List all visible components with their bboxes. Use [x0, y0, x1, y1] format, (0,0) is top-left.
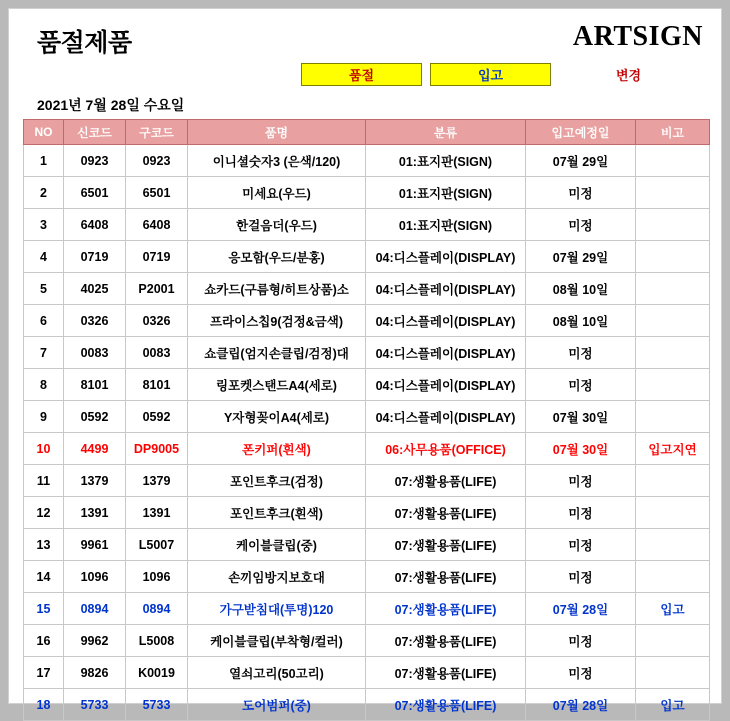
row-old-code: 6501 — [126, 177, 188, 209]
row-eta: 07월 28일 — [526, 689, 636, 721]
row-old-code: 0326 — [126, 305, 188, 337]
row-no: 18 — [24, 689, 64, 721]
row-new-code: 0719 — [64, 241, 126, 273]
row-product-name: 폰키퍼(흰색) — [188, 433, 366, 465]
row-new-code: 1096 — [64, 561, 126, 593]
row-note — [636, 305, 710, 337]
page-title: 품절제품 — [37, 29, 132, 57]
row-product-name: 케이블클립(중) — [188, 529, 366, 561]
row-product-name: 손끼임방지보호대 — [188, 561, 366, 593]
row-product-name: 응모함(우드/분홍) — [188, 241, 366, 273]
row-old-code: 6408 — [126, 209, 188, 241]
row-eta: 07월 29일 — [526, 145, 636, 177]
row-old-code: L5008 — [126, 625, 188, 657]
row-category: 01:표지판(SIGN) — [366, 145, 526, 177]
row-product-name: 이니셜숫자3 (은색/120) — [188, 145, 366, 177]
row-new-code: 0894 — [64, 593, 126, 625]
row-no: 12 — [24, 497, 64, 529]
row-category: 07:생활용품(LIFE) — [366, 625, 526, 657]
legend-out-of-stock: 품절 — [301, 63, 422, 86]
row-old-code: P2001 — [126, 273, 188, 305]
row-category: 04:디스플레이(DISPLAY) — [366, 369, 526, 401]
row-old-code: 1391 — [126, 497, 188, 529]
row-no: 5 — [24, 273, 64, 305]
row-new-code: 0923 — [64, 145, 126, 177]
row-product-name: 도어범퍼(중) — [188, 689, 366, 721]
row-note — [636, 625, 710, 657]
row-eta: 미정 — [526, 177, 636, 209]
row-eta: 08월 10일 — [526, 305, 636, 337]
document-header — [9, 9, 721, 83]
row-product-name: 포인트후크(검정) — [188, 465, 366, 497]
table-row — [24, 689, 710, 721]
legend-changed: 변경 — [616, 68, 642, 83]
row-old-code: 0719 — [126, 241, 188, 273]
row-note: 입고지연 — [636, 433, 710, 465]
row-product-name: 케이블클립(부착형/컬러) — [188, 625, 366, 657]
row-note — [636, 465, 710, 497]
row-product-name: 열쇠고리(50고리) — [188, 657, 366, 689]
row-product-name: 한걸음더(우드) — [188, 209, 366, 241]
row-category: 04:디스플레이(DISPLAY) — [366, 401, 526, 433]
row-no: 2 — [24, 177, 64, 209]
row-note — [636, 145, 710, 177]
document-sheet — [8, 8, 722, 713]
table-row — [24, 593, 710, 625]
row-no: 8 — [24, 369, 64, 401]
row-product-name: Y자형꽂이A4(세로) — [188, 401, 366, 433]
row-eta: 07월 28일 — [526, 593, 636, 625]
table-row — [24, 369, 710, 401]
row-old-code: 5733 — [126, 689, 188, 721]
row-category: 04:디스플레이(DISPLAY) — [366, 305, 526, 337]
product-table — [23, 119, 710, 721]
row-eta: 미정 — [526, 625, 636, 657]
report-date: 2021년 7월 28일 수요일 — [37, 97, 185, 113]
row-eta: 미정 — [526, 657, 636, 689]
row-eta: 미정 — [526, 209, 636, 241]
col-note: 비고 — [636, 120, 710, 145]
row-eta: 미정 — [526, 369, 636, 401]
col-eta: 입고예정일 — [526, 120, 636, 145]
table-row — [24, 273, 710, 305]
row-eta: 미정 — [526, 561, 636, 593]
row-category: 07:생활용품(LIFE) — [366, 529, 526, 561]
col-new-code: 신코드 — [64, 120, 126, 145]
row-note — [636, 241, 710, 273]
row-category: 07:생활용품(LIFE) — [366, 497, 526, 529]
row-eta: 미정 — [526, 337, 636, 369]
row-old-code: 0592 — [126, 401, 188, 433]
row-new-code: 0592 — [64, 401, 126, 433]
table-row — [24, 145, 710, 177]
row-no: 14 — [24, 561, 64, 593]
row-new-code: 4499 — [64, 433, 126, 465]
row-eta: 07월 30일 — [526, 401, 636, 433]
table-row — [24, 401, 710, 433]
row-category: 07:생활용품(LIFE) — [366, 657, 526, 689]
legend — [301, 63, 551, 86]
legend-incoming: 입고 — [430, 63, 551, 86]
row-category: 01:표지판(SIGN) — [366, 177, 526, 209]
row-note — [636, 369, 710, 401]
row-no: 11 — [24, 465, 64, 497]
row-no: 3 — [24, 209, 64, 241]
row-old-code: 1096 — [126, 561, 188, 593]
row-product-name: 미세요(우드) — [188, 177, 366, 209]
row-product-name: 쇼클립(엄지손클립/검정)대 — [188, 337, 366, 369]
col-product-name: 품명 — [188, 120, 366, 145]
row-no: 1 — [24, 145, 64, 177]
table-row — [24, 177, 710, 209]
row-no: 4 — [24, 241, 64, 273]
row-eta: 미정 — [526, 497, 636, 529]
row-new-code: 9961 — [64, 529, 126, 561]
table-row — [24, 465, 710, 497]
row-new-code: 8101 — [64, 369, 126, 401]
table-row — [24, 529, 710, 561]
row-old-code: 8101 — [126, 369, 188, 401]
col-category: 분류 — [366, 120, 526, 145]
row-old-code: 0083 — [126, 337, 188, 369]
row-no: 16 — [24, 625, 64, 657]
table-row — [24, 561, 710, 593]
row-product-name: 링포켓스탠드A4(세로) — [188, 369, 366, 401]
table-row — [24, 657, 710, 689]
table-body — [24, 145, 710, 721]
row-old-code: K0019 — [126, 657, 188, 689]
row-note: 입고 — [636, 593, 710, 625]
row-note — [636, 273, 710, 305]
row-note — [636, 497, 710, 529]
row-note — [636, 337, 710, 369]
row-eta: 07월 29일 — [526, 241, 636, 273]
table-row — [24, 209, 710, 241]
table-header-row — [24, 120, 710, 145]
row-note — [636, 561, 710, 593]
row-product-name: 가구받침대(투명)120 — [188, 593, 366, 625]
row-category: 04:디스플레이(DISPLAY) — [366, 241, 526, 273]
row-no: 9 — [24, 401, 64, 433]
row-new-code: 4025 — [64, 273, 126, 305]
row-no: 10 — [24, 433, 64, 465]
row-category: 07:생활용품(LIFE) — [366, 465, 526, 497]
row-category: 04:디스플레이(DISPLAY) — [366, 337, 526, 369]
row-old-code: 1379 — [126, 465, 188, 497]
row-note — [636, 529, 710, 561]
row-new-code: 1391 — [64, 497, 126, 529]
row-old-code: 0894 — [126, 593, 188, 625]
row-note — [636, 657, 710, 689]
row-eta: 08월 10일 — [526, 273, 636, 305]
row-note — [636, 177, 710, 209]
row-new-code: 9826 — [64, 657, 126, 689]
row-old-code: 0923 — [126, 145, 188, 177]
row-note — [636, 401, 710, 433]
row-category: 07:생활용품(LIFE) — [366, 593, 526, 625]
row-new-code: 0326 — [64, 305, 126, 337]
col-no: NO — [24, 120, 64, 145]
row-product-name: 쇼카드(구름형/히트상품)소 — [188, 273, 366, 305]
row-no: 17 — [24, 657, 64, 689]
row-category: 07:생활용품(LIFE) — [366, 561, 526, 593]
row-note: 입고 — [636, 689, 710, 721]
brand-logo: ARTSIGN — [572, 21, 703, 52]
table-row — [24, 241, 710, 273]
row-new-code: 6408 — [64, 209, 126, 241]
col-old-code: 구코드 — [126, 120, 188, 145]
row-product-name: 포인트후크(흰색) — [188, 497, 366, 529]
row-no: 6 — [24, 305, 64, 337]
row-no: 15 — [24, 593, 64, 625]
table-row — [24, 497, 710, 529]
row-category: 06:사무용품(OFFICE) — [366, 433, 526, 465]
row-product-name: 프라이스칩9(검정&금색) — [188, 305, 366, 337]
row-new-code: 1379 — [64, 465, 126, 497]
row-eta: 미정 — [526, 465, 636, 497]
row-category: 04:디스플레이(DISPLAY) — [366, 273, 526, 305]
row-no: 7 — [24, 337, 64, 369]
row-eta: 07월 30일 — [526, 433, 636, 465]
row-eta: 미정 — [526, 529, 636, 561]
row-old-code: DP9005 — [126, 433, 188, 465]
table-row — [24, 433, 710, 465]
row-old-code: L5007 — [126, 529, 188, 561]
table-row — [24, 625, 710, 657]
row-category: 07:생활용품(LIFE) — [366, 689, 526, 721]
table-row — [24, 337, 710, 369]
row-new-code: 9962 — [64, 625, 126, 657]
row-new-code: 0083 — [64, 337, 126, 369]
table-row — [24, 305, 710, 337]
row-note — [636, 209, 710, 241]
row-new-code: 6501 — [64, 177, 126, 209]
row-new-code: 5733 — [64, 689, 126, 721]
row-no: 13 — [24, 529, 64, 561]
row-category: 01:표지판(SIGN) — [366, 209, 526, 241]
